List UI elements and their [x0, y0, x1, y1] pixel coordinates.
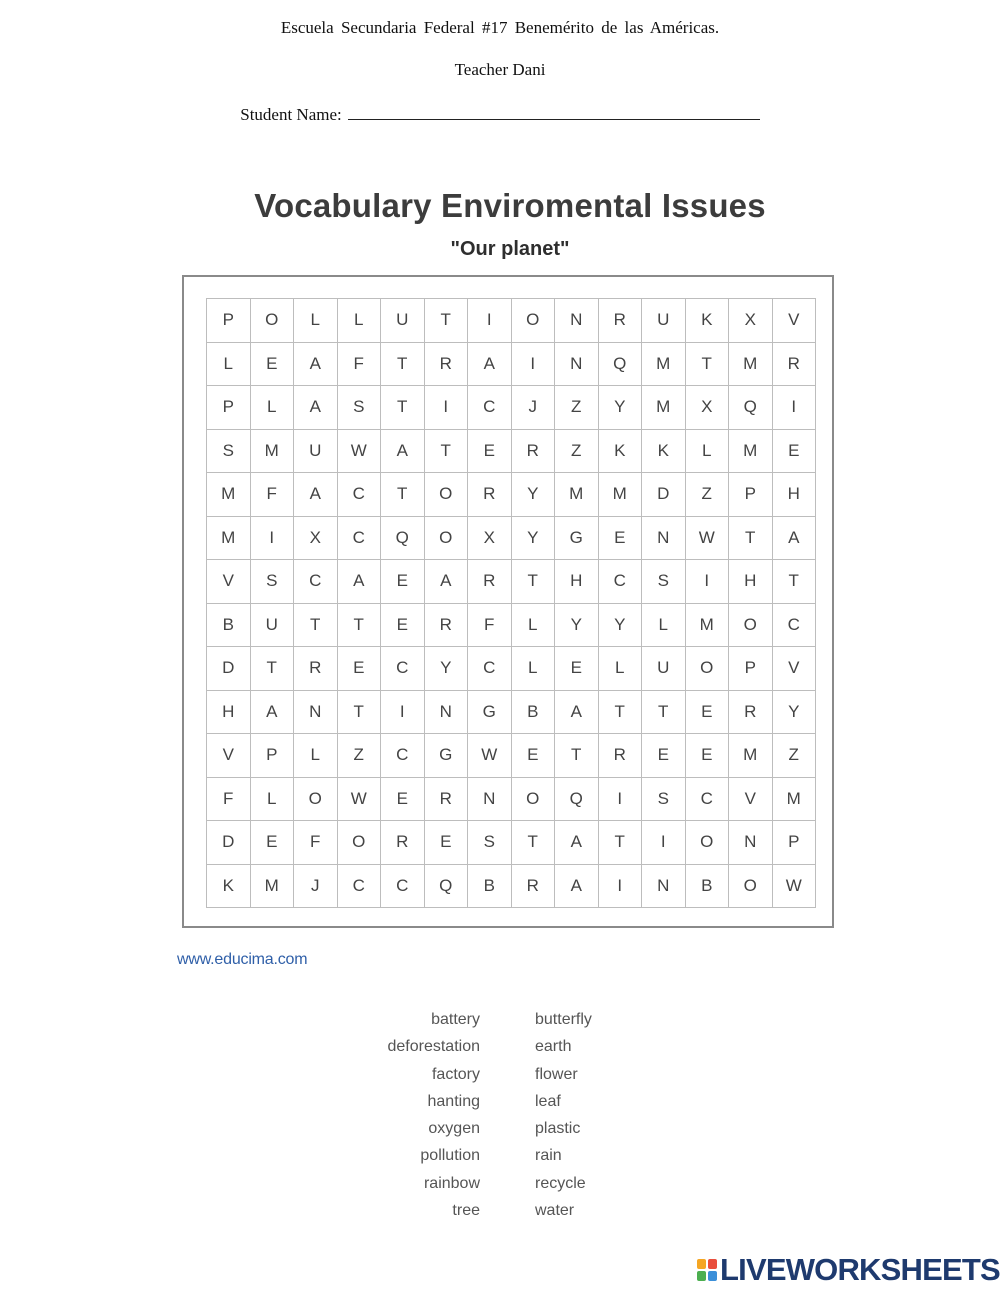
grid-cell[interactable]: R — [512, 430, 556, 474]
grid-cell[interactable]: C — [338, 473, 382, 517]
grid-cell[interactable]: Y — [425, 647, 469, 691]
logo-text: LIVEWORKSHEETS — [720, 1252, 1000, 1287]
grid-cell[interactable]: Z — [555, 386, 599, 430]
grid-cell[interactable]: P — [729, 473, 773, 517]
grid-cell[interactable]: I — [468, 299, 512, 343]
grid-cell[interactable]: L — [251, 386, 295, 430]
grid-cell[interactable]: K — [207, 865, 251, 909]
grid-cell[interactable]: E — [468, 430, 512, 474]
grid-cell[interactable]: E — [381, 604, 425, 648]
grid-cell[interactable]: D — [207, 647, 251, 691]
grid-cell[interactable]: L — [294, 734, 338, 778]
grid-row — [207, 517, 816, 561]
grid-cell[interactable]: V — [207, 560, 251, 604]
grid-cell[interactable]: E — [338, 647, 382, 691]
grid-cell[interactable]: A — [338, 560, 382, 604]
grid-cell[interactable]: O — [512, 778, 556, 822]
grid-cell[interactable]: E — [686, 734, 730, 778]
grid-cell[interactable]: D — [207, 821, 251, 865]
grid-cell[interactable]: M — [555, 473, 599, 517]
grid-cell[interactable]: C — [773, 604, 817, 648]
grid-cell[interactable]: Q — [425, 865, 469, 909]
grid-cell[interactable]: S — [642, 560, 686, 604]
grid-cell[interactable]: W — [686, 517, 730, 561]
grid-cell[interactable]: R — [599, 734, 643, 778]
grid-cell[interactable]: P — [773, 821, 817, 865]
grid-cell[interactable]: L — [599, 647, 643, 691]
grid-cell[interactable]: R — [381, 821, 425, 865]
grid-cell[interactable]: C — [468, 647, 512, 691]
grid-cell[interactable]: W — [338, 430, 382, 474]
grid-cell[interactable]: E — [599, 517, 643, 561]
grid-cell[interactable]: V — [773, 299, 817, 343]
grid-cell[interactable]: Y — [599, 386, 643, 430]
grid-cell[interactable]: A — [294, 386, 338, 430]
grid-cell[interactable]: M — [729, 734, 773, 778]
grid-cell[interactable]: P — [729, 647, 773, 691]
word-list-item: leaf — [535, 1092, 561, 1110]
grid-cell[interactable]: J — [512, 386, 556, 430]
grid-cell[interactable]: I — [512, 343, 556, 387]
grid-cell[interactable]: I — [642, 821, 686, 865]
grid-cell[interactable]: E — [425, 821, 469, 865]
grid-cell[interactable]: I — [773, 386, 817, 430]
grid-cell[interactable]: O — [686, 647, 730, 691]
word-list-item: pollution — [420, 1147, 480, 1165]
teacher-name: Teacher Dani — [454, 60, 546, 79]
grid-cell[interactable]: Q — [599, 343, 643, 387]
grid-cell[interactable]: H — [555, 560, 599, 604]
grid-cell[interactable]: N — [729, 821, 773, 865]
grid-cell[interactable]: N — [425, 691, 469, 735]
grid-cell[interactable]: O — [294, 778, 338, 822]
grid-cell[interactable]: T — [599, 691, 643, 735]
grid-cell[interactable]: E — [381, 778, 425, 822]
grid-cell[interactable]: Q — [555, 778, 599, 822]
grid-cell[interactable]: M — [251, 430, 295, 474]
grid-cell[interactable]: W — [773, 865, 817, 909]
grid-cell[interactable]: F — [338, 343, 382, 387]
grid-row — [207, 691, 816, 735]
word-list-item: oxygen — [428, 1120, 480, 1138]
grid-cell[interactable]: Y — [512, 517, 556, 561]
grid-cell[interactable]: X — [686, 386, 730, 430]
grid-row — [207, 299, 816, 343]
grid-cell[interactable]: E — [686, 691, 730, 735]
logo-square-1 — [697, 1259, 706, 1269]
word-search-grid — [206, 298, 816, 908]
grid-cell[interactable]: M — [686, 604, 730, 648]
grid-cell[interactable]: L — [251, 778, 295, 822]
puzzle-subtitle: "Our planet" — [450, 238, 570, 260]
grid-cell[interactable]: A — [555, 865, 599, 909]
grid-cell[interactable]: G — [555, 517, 599, 561]
grid-cell[interactable]: C — [294, 560, 338, 604]
grid-row — [207, 865, 816, 909]
grid-cell[interactable]: A — [251, 691, 295, 735]
grid-cell[interactable]: S — [338, 386, 382, 430]
grid-cell[interactable]: A — [381, 430, 425, 474]
grid-cell[interactable]: T — [642, 691, 686, 735]
grid-cell[interactable]: O — [512, 299, 556, 343]
word-list-item: recycle — [535, 1174, 586, 1192]
grid-cell[interactable]: T — [338, 604, 382, 648]
grid-cell[interactable]: A — [555, 691, 599, 735]
grid-cell[interactable]: Q — [381, 517, 425, 561]
word-list-item: tree — [452, 1202, 480, 1220]
grid-cell[interactable]: I — [425, 386, 469, 430]
grid-cell[interactable]: A — [425, 560, 469, 604]
grid-cell[interactable]: X — [294, 517, 338, 561]
logo-square-2 — [708, 1259, 717, 1269]
word-list-item: butterfly — [535, 1011, 592, 1028]
grid-cell[interactable]: S — [642, 778, 686, 822]
grid-cell[interactable]: O — [686, 821, 730, 865]
grid-cell[interactable]: Y — [773, 691, 817, 735]
grid-cell[interactable]: A — [294, 473, 338, 517]
grid-cell[interactable]: E — [642, 734, 686, 778]
grid-row — [207, 560, 816, 604]
student-name-label: Student Name: — [240, 105, 342, 124]
grid-cell[interactable]: M — [773, 778, 817, 822]
grid-cell[interactable]: T — [425, 430, 469, 474]
word-list-row — [300, 1202, 700, 1229]
grid-cell[interactable]: R — [512, 865, 556, 909]
grid-cell[interactable]: F — [294, 821, 338, 865]
grid-cell[interactable]: C — [338, 865, 382, 909]
grid-cell[interactable]: Y — [555, 604, 599, 648]
grid-row — [207, 473, 816, 517]
grid-cell[interactable]: M — [251, 865, 295, 909]
grid-cell[interactable]: L — [642, 604, 686, 648]
grid-cell[interactable]: L — [207, 343, 251, 387]
word-list-row — [300, 1066, 700, 1093]
grid-cell[interactable]: Z — [338, 734, 382, 778]
grid-cell[interactable]: R — [773, 343, 817, 387]
grid-cell[interactable]: E — [555, 647, 599, 691]
grid-cell[interactable]: M — [642, 386, 686, 430]
word-list-item: flower — [535, 1065, 578, 1083]
grid-cell[interactable]: Z — [773, 734, 817, 778]
logo-square-4 — [708, 1271, 717, 1281]
word-list-item: earth — [535, 1038, 572, 1056]
grid-cell[interactable]: R — [294, 647, 338, 691]
grid-cell[interactable]: I — [599, 865, 643, 909]
grid-cell[interactable]: U — [642, 299, 686, 343]
grid-cell[interactable]: K — [599, 430, 643, 474]
word-list-item: plastic — [535, 1120, 581, 1138]
word-list-item: rainbow — [423, 1174, 480, 1192]
grid-cell[interactable]: Y — [599, 604, 643, 648]
grid-row — [207, 430, 816, 474]
word-list-item: factory — [431, 1065, 480, 1083]
grid-cell[interactable]: B — [468, 865, 512, 909]
liveworksheets-icon — [697, 1259, 717, 1281]
grid-cell[interactable]: N — [294, 691, 338, 735]
grid-cell[interactable]: E — [381, 560, 425, 604]
student-name-field[interactable] — [348, 102, 760, 120]
grid-cell[interactable]: G — [425, 734, 469, 778]
grid-cell[interactable]: T — [686, 343, 730, 387]
grid-cell[interactable]: X — [468, 517, 512, 561]
grid-cell[interactable]: U — [642, 647, 686, 691]
grid-cell[interactable]: G — [468, 691, 512, 735]
grid-cell[interactable]: Z — [555, 430, 599, 474]
puzzle-title: Vocabulary Enviromental Issues — [254, 187, 766, 224]
grid-cell[interactable]: R — [599, 299, 643, 343]
grid-cell[interactable]: E — [251, 343, 295, 387]
grid-cell[interactable]: W — [338, 778, 382, 822]
grid-cell[interactable]: F — [468, 604, 512, 648]
word-list-item: battery — [431, 1011, 480, 1028]
grid-cell[interactable]: I — [381, 691, 425, 735]
grid-cell[interactable]: A — [294, 343, 338, 387]
grid-cell[interactable]: O — [425, 473, 469, 517]
grid-cell[interactable]: H — [773, 473, 817, 517]
grid-cell[interactable]: L — [512, 647, 556, 691]
grid-cell[interactable]: T — [512, 821, 556, 865]
grid-cell[interactable]: E — [512, 734, 556, 778]
grid-cell[interactable]: A — [773, 517, 817, 561]
grid-cell[interactable]: N — [642, 517, 686, 561]
grid-cell[interactable]: T — [512, 560, 556, 604]
liveworksheets-logo — [697, 1254, 1000, 1285]
grid-cell[interactable]: W — [468, 734, 512, 778]
grid-cell[interactable]: T — [294, 604, 338, 648]
word-list-row — [300, 1038, 700, 1065]
grid-cell[interactable]: Q — [729, 386, 773, 430]
grid-cell[interactable]: D — [642, 473, 686, 517]
grid-row — [207, 604, 816, 648]
grid-cell[interactable]: L — [512, 604, 556, 648]
grid-cell[interactable]: M — [729, 430, 773, 474]
grid-cell[interactable]: T — [381, 343, 425, 387]
grid-cell[interactable]: L — [686, 430, 730, 474]
grid-row — [207, 778, 816, 822]
grid-cell[interactable]: C — [468, 386, 512, 430]
grid-cell[interactable]: C — [599, 560, 643, 604]
grid-cell[interactable]: K — [686, 299, 730, 343]
word-list-row — [300, 1120, 700, 1147]
grid-cell[interactable]: T — [599, 821, 643, 865]
grid-cell[interactable]: I — [599, 778, 643, 822]
grid-cell[interactable]: P — [207, 299, 251, 343]
word-list-item: deforestation — [387, 1038, 480, 1056]
grid-row — [207, 343, 816, 387]
grid-cell[interactable]: L — [338, 299, 382, 343]
grid-cell[interactable]: B — [686, 865, 730, 909]
grid-cell[interactable]: T — [425, 299, 469, 343]
grid-cell[interactable]: P — [207, 386, 251, 430]
grid-cell[interactable]: U — [294, 430, 338, 474]
grid-cell[interactable]: U — [381, 299, 425, 343]
source-link[interactable]: www.educima.com — [177, 951, 308, 968]
grid-cell[interactable]: R — [425, 604, 469, 648]
grid-cell[interactable]: K — [642, 430, 686, 474]
grid-cell[interactable]: C — [686, 778, 730, 822]
grid-cell[interactable]: V — [207, 734, 251, 778]
grid-cell[interactable]: M — [207, 517, 251, 561]
grid-cell[interactable]: T — [773, 560, 817, 604]
grid-cell[interactable]: I — [251, 517, 295, 561]
grid-cell[interactable]: F — [251, 473, 295, 517]
grid-cell[interactable]: R — [729, 691, 773, 735]
grid-row — [207, 734, 816, 778]
grid-cell[interactable]: O — [251, 299, 295, 343]
grid-cell[interactable]: T — [338, 691, 382, 735]
word-list-row — [300, 1175, 700, 1202]
word-list-row — [300, 1147, 700, 1174]
grid-cell[interactable]: N — [555, 299, 599, 343]
grid-cell[interactable]: B — [207, 604, 251, 648]
grid-cell[interactable]: N — [642, 865, 686, 909]
grid-cell[interactable]: O — [729, 604, 773, 648]
grid-cell[interactable]: P — [251, 734, 295, 778]
grid-cell[interactable]: E — [251, 821, 295, 865]
school-name: Escuela Secundaria Federal #17 Benemérito de las Américas. — [280, 18, 720, 37]
grid-row — [207, 386, 816, 430]
grid-cell[interactable]: R — [468, 560, 512, 604]
grid-cell[interactable]: R — [425, 343, 469, 387]
logo-square-3 — [697, 1271, 706, 1281]
grid-cell[interactable]: H — [729, 560, 773, 604]
grid-cell[interactable]: S — [207, 430, 251, 474]
grid-cell[interactable]: T — [251, 647, 295, 691]
grid-cell[interactable]: O — [729, 865, 773, 909]
grid-cell[interactable]: R — [425, 778, 469, 822]
grid-cell[interactable]: V — [729, 778, 773, 822]
grid-cell[interactable]: T — [381, 386, 425, 430]
grid-cell[interactable]: M — [207, 473, 251, 517]
grid-cell[interactable]: O — [338, 821, 382, 865]
grid-cell[interactable]: I — [686, 560, 730, 604]
word-list-item: water — [535, 1202, 575, 1220]
student-name-line — [0, 102, 1000, 125]
grid-cell[interactable]: T — [381, 473, 425, 517]
grid-cell[interactable]: N — [555, 343, 599, 387]
grid-cell[interactable]: C — [381, 647, 425, 691]
grid-cell[interactable]: A — [468, 343, 512, 387]
grid-cell[interactable]: F — [207, 778, 251, 822]
word-list-item: hanting — [427, 1092, 480, 1110]
grid-cell[interactable]: U — [251, 604, 295, 648]
grid-row — [207, 821, 816, 865]
grid-cell[interactable]: N — [468, 778, 512, 822]
grid-cell[interactable]: E — [773, 430, 817, 474]
word-list-row — [300, 1011, 700, 1038]
grid-cell[interactable]: X — [729, 299, 773, 343]
grid-cell[interactable]: V — [773, 647, 817, 691]
word-list-item: rain — [535, 1147, 562, 1165]
grid-cell[interactable]: S — [468, 821, 512, 865]
grid-cell[interactable]: Z — [686, 473, 730, 517]
grid-cell[interactable]: O — [425, 517, 469, 561]
grid-cell[interactable]: A — [555, 821, 599, 865]
grid-cell[interactable]: M — [642, 343, 686, 387]
grid-cell[interactable]: S — [251, 560, 295, 604]
word-list — [300, 1011, 700, 1229]
grid-cell[interactable]: T — [729, 517, 773, 561]
grid-cell[interactable]: H — [207, 691, 251, 735]
grid-cell[interactable]: B — [512, 691, 556, 735]
word-list-row — [300, 1093, 700, 1120]
grid-cell[interactable]: J — [294, 865, 338, 909]
grid-cell[interactable]: L — [294, 299, 338, 343]
grid-cell[interactable]: R — [468, 473, 512, 517]
grid-cell[interactable]: C — [338, 517, 382, 561]
grid-cell[interactable]: T — [555, 734, 599, 778]
grid-cell[interactable]: Y — [512, 473, 556, 517]
grid-row — [207, 647, 816, 691]
grid-cell[interactable]: M — [729, 343, 773, 387]
grid-cell[interactable]: M — [599, 473, 643, 517]
grid-cell[interactable]: C — [381, 865, 425, 909]
grid-cell[interactable]: C — [381, 734, 425, 778]
